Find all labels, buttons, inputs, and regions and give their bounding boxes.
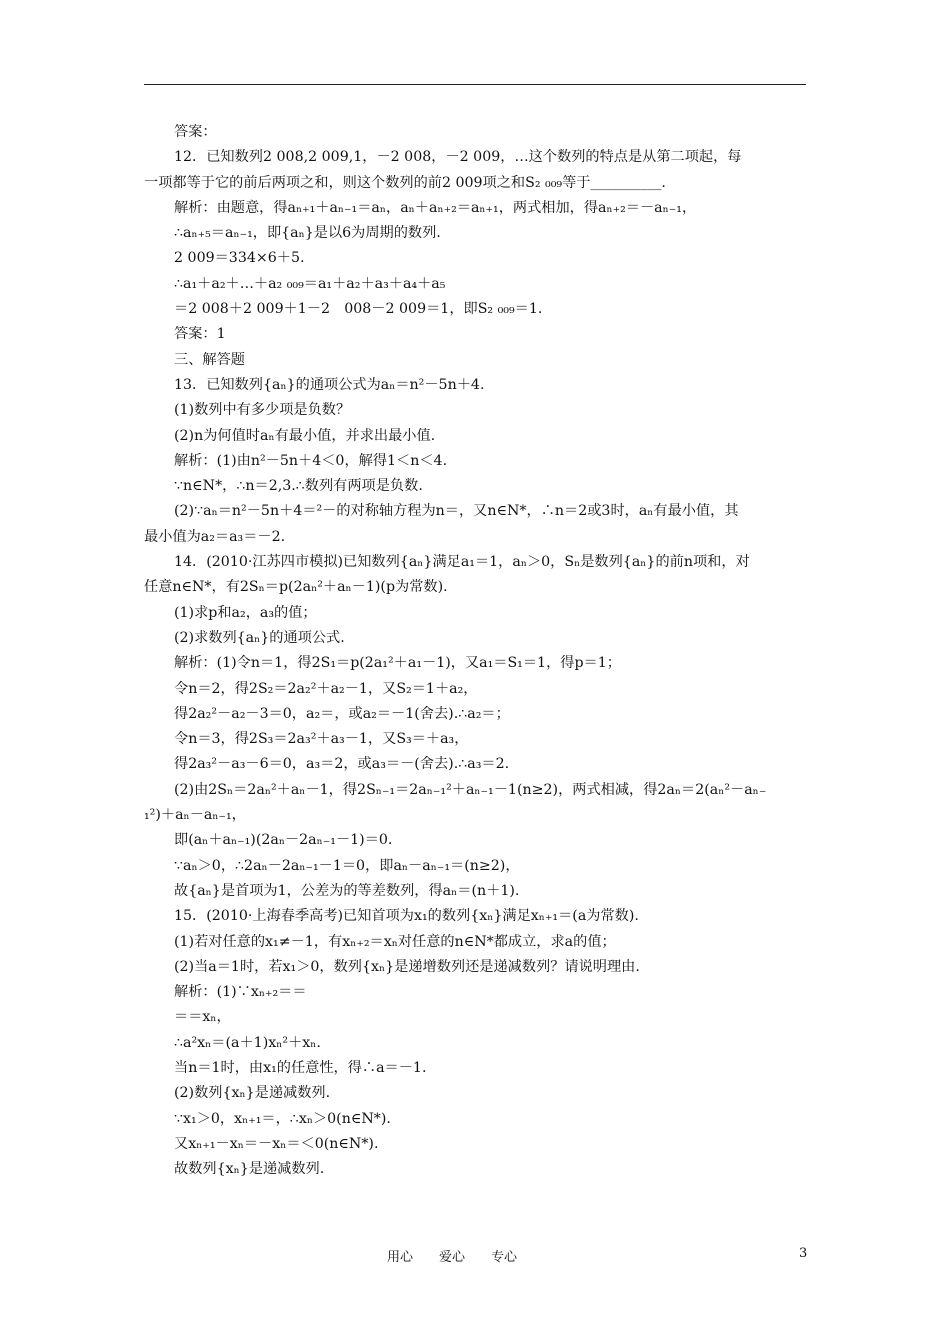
text-line: (1)若对任意的x₁≠－1，有xₙ₊₂＝xₙ对任意的n∈N*都成立，求a的值；: [174, 933, 616, 950]
text-line: 答案：: [174, 124, 217, 140]
text-line: ₁²)＋aₙ－aₙ₋₁，: [144, 807, 246, 824]
text-line: 得2a₂²－a₂－3＝0，a₂＝，或a₂＝－1(舍去).∴a₂＝；: [174, 705, 510, 722]
text-line: 解析：(1)由n²－5n＋4＜0，解得1＜n＜4.: [174, 452, 448, 469]
text-line: 13．已知数列{aₙ}的通项公式为aₙ＝n²－5n＋4.: [174, 376, 485, 393]
text-line: 得2a₃²－a₃－6＝0，a₃＝2，或a₃＝－(舍去).∴a₃＝2.: [174, 756, 510, 773]
text-line: ＝＝xₙ，: [174, 1009, 231, 1026]
text-line: 令n＝3，得2S₃＝2a₃²＋a₃－1，又S₃＝＋a₃，: [174, 731, 469, 748]
header-rule: [144, 84, 806, 85]
text-line: 三、解答题: [174, 351, 245, 368]
text-line: (2)当a＝1时，若x₁＞0，数列{xₙ}是递增数列还是递减数列？请说明理由.: [174, 958, 640, 975]
text-line: (1)数列中有多少项是负数？: [174, 402, 351, 419]
text-line: ∴a²xₙ＝(a＋1)xₙ²＋xₙ.: [174, 1034, 321, 1051]
text-line: ∴a₁＋a₂＋…＋a₂ ₀₀₉＝a₁＋a₂＋a₃＋a₄＋a₅: [174, 275, 446, 292]
text-line: ∵n∈N*，∴n＝2,3.∴数列有两项是负数.: [174, 478, 423, 495]
text-line: (2)n为何值时aₙ有最小值，并求出最小值.: [174, 427, 436, 444]
text-line: ∵aₙ＞0，∴2aₙ－2aₙ₋₁－1＝0，即aₙ－aₙ₋₁＝(n≥2)，: [174, 857, 520, 874]
text-line: 14．(2010·江苏四市模拟)已知数列{aₙ}满足a₁＝1，aₙ＞0，Sₙ是数列{aₙ}的前n项和，对: [174, 554, 750, 571]
text-line: 解析：由题意，得aₙ₊₁＋aₙ₋₁＝aₙ，aₙ＋aₙ₊₂＝aₙ₊₁，两式相加，得aₙ₊₂＝－aₙ₋₁，: [174, 199, 697, 216]
text-line: 故{aₙ}是首项为1，公差为的等差数列，得aₙ＝(n＋1).: [174, 882, 520, 899]
text-line: 当n＝1时，由x₁的任意性，得∴a＝－1.: [174, 1059, 427, 1076]
text-line: 12．已知数列2 008,2 009,1，－2 008，－2 009，…这个数列的特点是从第二项起，每: [174, 149, 742, 166]
text-line: (2)求数列{aₙ}的通项公式.: [174, 629, 345, 646]
text-line: 即(aₙ＋aₙ₋₁)(2aₙ－2aₙ₋₁－1)＝0.: [174, 832, 393, 849]
text-line: ∴aₙ₊₅＝aₙ₋₁，即{aₙ}是以6为周期的数列.: [174, 225, 441, 242]
text-line: 令n＝2，得2S₂＝2a₂²＋a₂－1，又S₂＝1＋a₂，: [174, 680, 478, 697]
text-line: 解析：(1)∵xₙ₊₂＝＝: [174, 984, 307, 1001]
text-line: ＝2 008＋2 009＋1－2 008－2 009＝1，即S₂ ₀₀₉＝1.: [174, 301, 543, 318]
text-line: (1)求p和a₂，a₃的值；: [174, 604, 317, 621]
text-line: (2)由2Sₙ＝2aₙ²＋aₙ－1，得2Sₙ₋₁＝2aₙ₋₁²＋aₙ₋₁－1(n≥2)，两式相减，得2aₙ＝2(aₙ²－aₙ₋: [174, 781, 767, 798]
text-line: ∵x₁＞0，xₙ₊₁＝，∴xₙ＞0(n∈N*).: [174, 1110, 391, 1127]
text-line: (2)数列{xₙ}是递减数列.: [174, 1085, 331, 1102]
text-line: 答案：1: [174, 326, 226, 343]
text-line: 最小值为a₂＝a₃＝－2.: [144, 528, 286, 545]
page-number: 3: [799, 1246, 808, 1261]
footer-slogan: 用心 爱心 专心: [387, 1250, 518, 1265]
text-line: 又xₙ₊₁－xₙ＝－xₙ＝＜0(n∈N*).: [174, 1135, 379, 1152]
text-line: 故数列{xₙ}是递减数列.: [174, 1161, 325, 1178]
text-line: (2)∵aₙ＝n²－5n＋4＝²－的对称轴方程为n＝，又n∈N*，∴n＝2或3时，aₙ有最小值，其: [174, 503, 739, 520]
text-line: 15．(2010·上海春季高考)已知首项为x₁的数列{xₙ}满足xₙ₊₁＝(a为常数).: [174, 908, 639, 925]
text-line: 解析：(1)令n＝1，得2S₁＝p(2a₁²＋a₁－1)，又a₁＝S₁＝1，得p＝1；: [174, 655, 621, 672]
document-body: [144, 120, 806, 1182]
text-line: 一项都等于它的前后两项之和，则这个数列的前2 009项之和S₂ ₀₀₉等于__________.: [144, 174, 666, 191]
text-line: 任意n∈N*，有2Sₙ＝p(2aₙ²＋aₙ－1)(p为常数).: [144, 579, 448, 596]
text-line: 2 009＝334×6＋5.: [174, 250, 305, 267]
